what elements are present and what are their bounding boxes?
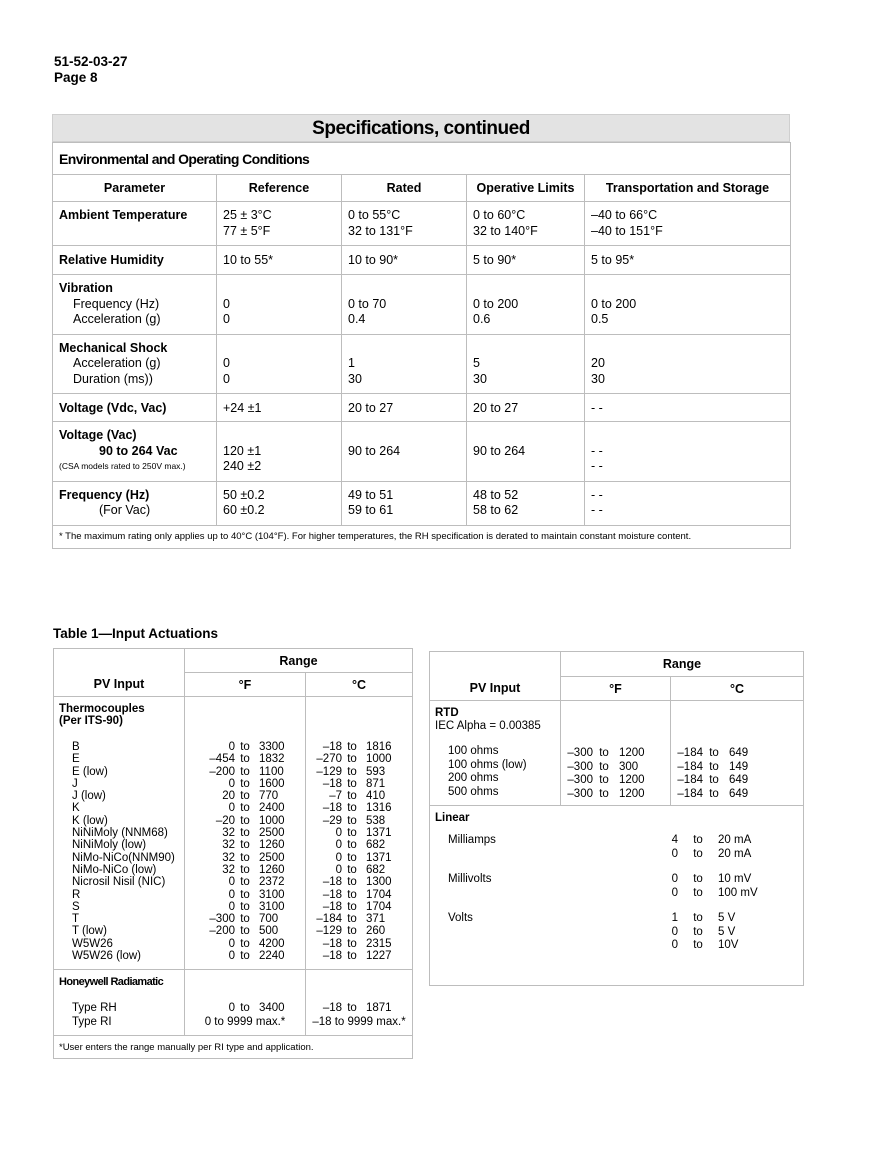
range-to: to: [709, 747, 719, 759]
range-c-low: –18: [322, 777, 342, 790]
type-ri-c: –18 to 9999 max.*: [312, 1015, 406, 1028]
range-f-high: 1000: [259, 814, 285, 827]
col-transportation: Transportation and Storage: [585, 175, 791, 202]
humidity-row: [53, 246, 791, 275]
range-f-low: 0: [228, 876, 235, 889]
range-c-high: 410: [366, 790, 386, 803]
range-f-high: 1200: [619, 747, 645, 759]
rtd-f-ranges: [561, 701, 671, 806]
op-cell: 0 to 200 0.6: [467, 275, 585, 335]
range-c-low: –184: [316, 913, 342, 926]
trans-cell: - -: [585, 394, 791, 422]
trans-cell: 20 30: [585, 334, 791, 394]
range-c-high: 1300: [366, 876, 392, 889]
range-c-high: 1704: [366, 888, 392, 901]
range-to: to: [693, 834, 703, 846]
range-header: Range: [561, 652, 804, 677]
rated-cell: 49 to 51 59 to 61: [342, 481, 467, 525]
range-f-low: –454: [209, 753, 235, 766]
range-c-low: –18: [322, 741, 342, 753]
range-f-low: 32: [222, 827, 235, 840]
op-cell: 5 30: [467, 334, 585, 394]
range-to: to: [240, 827, 250, 840]
range-to: to: [709, 787, 719, 800]
rated-cell: 90 to 264: [342, 422, 467, 482]
col-reference: Reference: [217, 175, 342, 202]
c-header: °C: [671, 677, 804, 701]
linear-high: 5 V: [718, 925, 736, 938]
range-to: to: [693, 939, 703, 951]
range-c-low: –184: [677, 747, 703, 759]
range-to: to: [347, 876, 357, 889]
trans-cell: 5 to 95*: [585, 246, 791, 275]
range-to: to: [240, 863, 250, 876]
range-f-low: 0: [228, 777, 235, 790]
range-c-low: –18: [322, 876, 342, 889]
param-label: Ambient Temperature: [53, 202, 217, 246]
range-c-high: 2315: [366, 937, 392, 950]
op-cell: 20 to 27: [467, 394, 585, 422]
range-to: to: [347, 950, 357, 963]
range-c-high: 649: [729, 747, 749, 759]
range-to: to: [240, 741, 250, 753]
range-c-low: –18: [322, 900, 342, 913]
ref-cell: 120 ±1 240 ±2: [217, 422, 342, 482]
range-to: to: [240, 913, 250, 926]
range-c-low: 0: [335, 851, 342, 864]
range-c-low: –18: [322, 950, 342, 963]
thermocouple-name: B: [72, 741, 80, 753]
rated-cell: 1 30: [342, 334, 467, 394]
range-f-low: –300: [209, 913, 235, 926]
ref-cell: 50 ±0.2 60 ±0.2: [217, 481, 342, 525]
range-f-high: 1600: [259, 777, 285, 790]
range-to: to: [693, 886, 703, 899]
range-f-high: 2400: [259, 802, 285, 815]
thermocouple-name: NiMo-NiCo (low): [72, 863, 157, 876]
linear-label: Milliamps: [448, 834, 496, 846]
thermocouple-name: NiNiMoly (NNM68): [72, 827, 168, 840]
range-to: to: [347, 913, 357, 926]
range-to: to: [599, 760, 609, 773]
range-c-high: 649: [729, 774, 749, 786]
linear-label: Volts: [448, 912, 473, 924]
range-f-low: –300: [567, 747, 593, 759]
ref-cell: 25 ± 3°C 77 ± 5°F: [217, 202, 342, 246]
range-f-high: 2500: [259, 827, 285, 840]
vdc-row: [53, 394, 791, 422]
linear-section: Linear Milliamps 4 to 20 mA 0 to 20 mA Millivolts 0 to 10 mV 0 to 100 mV Volts 1 to 5 V 0 to 5 V 0 to 10V: [430, 806, 804, 986]
range-to: to: [240, 900, 250, 913]
thermocouple-name: S: [72, 900, 80, 913]
table1-footnote: *User enters the range manually per RI type and application.: [54, 1036, 413, 1059]
linear-low: 0: [671, 886, 678, 899]
page-number: Page 8: [54, 70, 98, 85]
range-to: to: [347, 802, 357, 815]
linear-high: 100 mV: [718, 886, 758, 899]
rtd-names: RTD IEC Alpha = 0.00385 100 ohms 100 ohms (low) 200 ohms 500 ohms: [430, 701, 561, 806]
ref-cell: 0 0: [217, 275, 342, 335]
linear-low: 0: [671, 939, 678, 951]
range-to: to: [347, 888, 357, 901]
range-to: to: [240, 814, 250, 827]
pv-input-header: PV Input: [54, 649, 185, 697]
range-to: to: [240, 790, 250, 803]
range-to: to: [709, 760, 719, 773]
range-f-low: 0: [228, 741, 235, 753]
range-f-high: 1200: [619, 787, 645, 800]
range-f-low: –300: [567, 787, 593, 800]
range-c-high: 593: [366, 765, 386, 778]
environmental-table: [52, 142, 791, 549]
range-c-high: 538: [366, 814, 386, 827]
frequency-row: [53, 481, 791, 525]
range-f-low: 0: [228, 802, 235, 815]
range-to: to: [347, 753, 357, 766]
range-f-high: 1200: [619, 774, 645, 786]
vibration-row: [53, 275, 791, 335]
type-rh-label: Type RH: [72, 1002, 117, 1015]
trans-cell: 0 to 200 0.5: [585, 275, 791, 335]
range-c-high: 1227: [366, 950, 392, 963]
shock-row: [53, 334, 791, 394]
thermocouple-name: K (low): [72, 814, 108, 827]
range-c-high: 1816: [366, 741, 392, 753]
col-rated: Rated: [342, 175, 467, 202]
range-f-low: –200: [209, 925, 235, 938]
range-to: to: [240, 777, 250, 790]
range-c-high: 1316: [366, 802, 392, 815]
range-f-low: 32: [222, 851, 235, 864]
range-to: to: [693, 873, 703, 885]
linear-high: 5 V: [718, 912, 736, 924]
col-parameter: Parameter: [53, 175, 217, 202]
linear-high: 20 mA: [718, 847, 752, 860]
rtd-name: 100 ohms: [448, 745, 499, 757]
op-cell: 48 to 52 58 to 62: [467, 481, 585, 525]
range-c-high: 649: [729, 787, 749, 800]
ref-cell: +24 ±1: [217, 394, 342, 422]
thermocouple-name: E (low): [72, 765, 108, 778]
range-to: to: [347, 900, 357, 913]
range-to: to: [240, 950, 250, 963]
trans-cell: - - - -: [585, 481, 791, 525]
param-label: Mechanical Shock Acceleration (g) Duration (ms)): [53, 334, 217, 394]
thermocouple-c-ranges: [306, 697, 413, 970]
input-actuations-table-thermocouples: [53, 648, 413, 1059]
range-to: to: [599, 774, 609, 786]
linear-millivolts: [448, 873, 798, 900]
range-c-high: 1000: [366, 753, 392, 766]
linear-low: 0: [671, 873, 678, 885]
range-c-high: 1704: [366, 900, 392, 913]
type-ri-f: 0 to 9999 max.*: [204, 1015, 286, 1028]
range-f-high: 300: [619, 760, 639, 773]
range-c-low: –184: [677, 774, 703, 786]
range-f-high: 1100: [259, 765, 284, 778]
range-c-low: –29: [322, 814, 342, 827]
c-header: °C: [306, 673, 413, 697]
range-to: to: [693, 925, 703, 938]
range-f-low: –300: [567, 774, 593, 786]
range-to: to: [347, 851, 357, 864]
linear-low: 0: [671, 925, 678, 938]
range-f-low: 0: [228, 888, 235, 901]
range-c-low: 0: [335, 839, 342, 852]
range-to: to: [599, 787, 609, 800]
range-f-high: 4200: [259, 937, 285, 950]
ref-cell: 0 0: [217, 334, 342, 394]
linear-low: 1: [671, 912, 678, 924]
pv-input-header: PV Input: [430, 652, 561, 701]
range-f-low: 0: [228, 937, 235, 950]
linear-milliamps: [448, 834, 798, 861]
range-f-high: 2240: [259, 950, 285, 963]
range-c-low: –270: [316, 753, 342, 766]
thermocouple-name: W5W26 (low): [72, 950, 142, 963]
vac-row: [53, 422, 791, 482]
thermocouple-name: R: [72, 888, 81, 901]
radiamatic-c: –18 to 1871 –18 to 9999 max.*: [306, 970, 413, 1036]
section-banner: Specifications, continued: [52, 114, 790, 142]
param-label: Relative Humidity: [53, 246, 217, 275]
f-header: °F: [561, 677, 671, 701]
range-to: to: [347, 863, 357, 876]
rated-cell: 20 to 27: [342, 394, 467, 422]
range-to: to: [599, 747, 609, 759]
range-to: to: [240, 802, 250, 815]
rated-cell: 10 to 90*: [342, 246, 467, 275]
range-f-low: 0: [228, 950, 235, 963]
linear-high: 10 mV: [718, 873, 752, 885]
range-f-high: 770: [259, 790, 279, 803]
env-table-title: Environmental and Operating Conditions: [53, 143, 791, 175]
range-to: to: [693, 912, 703, 924]
ambient-row: [53, 202, 791, 246]
param-label: Frequency (Hz) (For Vac): [53, 481, 217, 525]
thermocouple-names: Thermocouples (Per ITS-90) B E E (low) J J (low) K K (low) NiNiMoly (NNM68) NiNiMoly (low) NiMo-NiCo(NNM90) NiMo-NiCo (low) Nicrosil Nisil (NIC) R S T T (low) W5W26 W5W26 (low): [54, 697, 185, 970]
range-f-high: 2372: [259, 876, 285, 889]
range-f-high: 3100: [259, 888, 285, 901]
range-f-low: 20: [222, 790, 235, 803]
range-c-low: –18: [322, 802, 342, 815]
range-f-high: 1260: [259, 863, 285, 876]
range-f-low: 32: [222, 863, 235, 876]
range-f-high: 2500: [259, 851, 285, 864]
range-f-high: 1832: [259, 753, 285, 766]
trans-cell: - - - -: [585, 422, 791, 482]
range-c-high: 1371: [366, 851, 392, 864]
linear-label: Millivolts: [448, 873, 492, 885]
op-cell: 0 to 60°C 32 to 140°F: [467, 202, 585, 246]
rtd-name: 100 ohms (low): [448, 758, 527, 771]
thermocouple-name: E: [72, 753, 80, 766]
range-to: to: [347, 777, 357, 790]
range-f-low: 0: [228, 900, 235, 913]
range-f-low: 32: [222, 839, 235, 852]
trans-cell: –40 to 66°C –40 to 151°F: [585, 202, 791, 246]
op-cell: 5 to 90*: [467, 246, 585, 275]
range-to: to: [240, 839, 250, 852]
range-to: to: [709, 774, 719, 786]
col-operative-limits: Operative Limits: [467, 175, 585, 202]
range-to: to: [347, 765, 357, 778]
radiamatic-f: 0 to 3400 0 to 9999 max.*: [185, 970, 306, 1036]
range-to: to: [240, 937, 250, 950]
thermocouple-f-ranges: [185, 697, 306, 970]
param-label: Voltage (Vdc, Vac): [53, 394, 217, 422]
range-to: to: [347, 839, 357, 852]
range-c-low: 0: [335, 863, 342, 876]
thermocouple-name: NiMo-NiCo(NNM90): [72, 851, 175, 864]
range-to: to: [693, 847, 703, 860]
range-c-high: 682: [366, 863, 386, 876]
range-to: to: [347, 790, 357, 803]
thermocouple-name: J (low): [72, 790, 106, 803]
range-c-high: 260: [366, 925, 386, 938]
op-cell: 90 to 264: [467, 422, 585, 482]
thermocouple-name: Nicrosil Nisil (NIC): [72, 876, 166, 889]
linear-high: 20 mA: [718, 834, 752, 846]
range-to: to: [347, 827, 357, 840]
range-c-high: 871: [366, 777, 386, 790]
type-ri-label: Type RI: [72, 1015, 112, 1028]
range-to: to: [240, 851, 250, 864]
range-f-low: –200: [209, 765, 235, 778]
range-f-high: 3300: [259, 741, 285, 753]
rated-cell: 0 to 70 0.4: [342, 275, 467, 335]
range-to: to: [347, 741, 357, 753]
rated-cell: 0 to 55°C 32 to 131°F: [342, 202, 467, 246]
range-to: to: [240, 888, 250, 901]
linear-volts: [448, 912, 798, 953]
range-f-high: 1260: [259, 839, 285, 852]
range-c-high: 1371: [366, 827, 392, 840]
rtd-c-ranges: [671, 701, 804, 806]
radiamatic-names: Honeywell Radiamatic Type RH Type RI: [54, 970, 185, 1036]
thermocouple-name: T: [72, 913, 80, 926]
range-header: Range: [185, 649, 413, 673]
range-to: to: [240, 925, 250, 938]
param-label: Vibration Frequency (Hz) Acceleration (g): [53, 275, 217, 335]
thermocouple-name: K: [72, 802, 80, 815]
range-c-high: 149: [729, 760, 749, 773]
f-header: °F: [185, 673, 306, 697]
range-f-low: –20: [215, 814, 235, 827]
ref-cell: 10 to 55*: [217, 246, 342, 275]
range-c-low: –129: [316, 925, 342, 938]
range-c-high: 682: [366, 839, 386, 852]
range-to: to: [347, 937, 357, 950]
linear-low: 4: [671, 834, 678, 846]
thermocouple-name: NiNiMoly (low): [72, 839, 147, 852]
range-c-low: –184: [677, 787, 703, 800]
rtd-name: 500 ohms: [448, 785, 499, 798]
range-c-high: 371: [366, 913, 386, 926]
thermocouple-name: J: [72, 777, 78, 790]
range-to: to: [347, 814, 357, 827]
input-actuations-table-rtd-linear: [429, 651, 804, 986]
document-header: [54, 54, 128, 86]
range-c-low: –18: [322, 888, 342, 901]
range-f-high: 3100: [259, 900, 285, 913]
range-to: to: [240, 876, 250, 889]
range-f-low: –300: [567, 760, 593, 773]
range-c-low: –7: [329, 790, 342, 803]
range-c-low: –184: [677, 760, 703, 773]
range-c-low: –129: [316, 765, 342, 778]
range-f-high: 500: [259, 925, 279, 938]
range-c-low: –18: [322, 937, 342, 950]
range-to: to: [240, 765, 250, 778]
doc-number: 51-52-03-27: [54, 54, 128, 69]
range-to: to: [347, 925, 357, 938]
env-footnote: * The maximum rating only applies up to 40°C (104°F). For higher temperatures, the RH specification is derated to maintain constant moisture content.: [53, 525, 791, 548]
linear-low: 0: [671, 847, 678, 860]
range-c-low: 0: [335, 827, 342, 840]
table1-title: Table 1—Input Actuations: [53, 626, 219, 641]
param-label: Voltage (Vac) 90 to 264 Vac (CSA models rated to 250V max.): [53, 422, 217, 482]
range-f-high: 700: [259, 913, 279, 926]
range-to: to: [240, 753, 250, 766]
thermocouple-name: W5W26: [72, 937, 113, 950]
rtd-name: 200 ohms: [448, 772, 499, 784]
thermocouple-name: T (low): [72, 925, 107, 938]
linear-high: 10V: [718, 939, 739, 951]
